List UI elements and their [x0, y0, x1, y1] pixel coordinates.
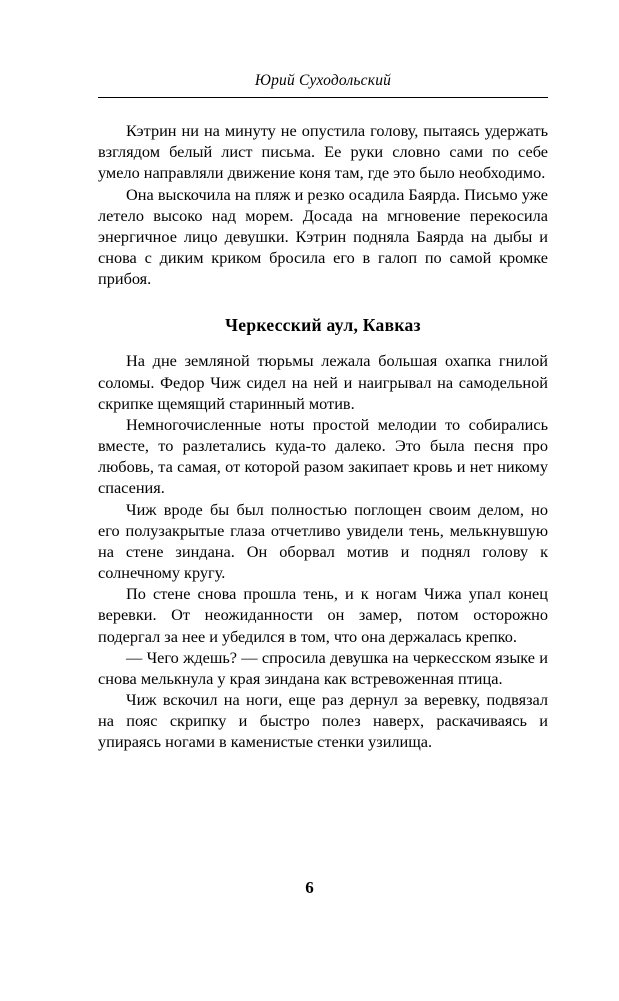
section-title: Черкесский аул, Кавказ — [225, 315, 421, 336]
paragraph: Кэтрин ни на минуту не опустила голову, пытаясь удержать взглядом белый лист письма. Ее руки словно сами по себе умело направляли движение коня там, где это было необходимо. — [98, 121, 548, 183]
paragraph: Чиж вроде бы был полностью поглощен своим делом, но его полузакрытые глаза отчетливо увидели тень, мелькнувшую на стене зиндана. Он оборвал мотив и поднял голову к солнечному кругу. — [98, 499, 548, 583]
page-content — [98, 72, 548, 753]
paragraph: Чиж вскочил на ноги, еще раз дернул за веревку, подвязал на пояс скрипку и быстро полез наверх, раскачиваясь и упираясь ногами в каменистые стенки узилища. — [98, 690, 548, 752]
paragraph: Немногочисленные ноты простой мелодии то собирались вместе, то разлетались куда-то далеко. Это была песня про любовь, та самая, от которой разом закипает кровь и нет никому спасения. — [98, 414, 548, 498]
paragraph: Она выскочила на пляж и резко осадила Баярда. Письмо уже летело высоко над морем. Досада на мгновение перекосила энергичное лицо девушки. Кэтрин подняла Баярда на дыбы и снова с диким криком бросила его в галоп по самой кромке прибоя. — [98, 184, 548, 289]
paragraph: На дне земляной тюрьмы лежала большая охапка гнилой соломы. Федор Чиж сидел на ней и наигрывал на самодельной скрипке щемящий старинный мотив. — [98, 351, 548, 413]
running-head: Юрий Суходольский — [98, 72, 548, 98]
paragraph: По стене снова прошла тень, и к ногам Чижа упал конец веревки. От неожиданности он замер, потом осторожно подергал за нее и убедился в том, что она держалась крепко. — [98, 584, 548, 646]
page-number: 6 — [305, 878, 314, 897]
paragraph: — Чего ждешь? — спросила девушка на черкесском языке и снова мелькнула у края зиндана как встревоженная птица. — [98, 647, 548, 688]
